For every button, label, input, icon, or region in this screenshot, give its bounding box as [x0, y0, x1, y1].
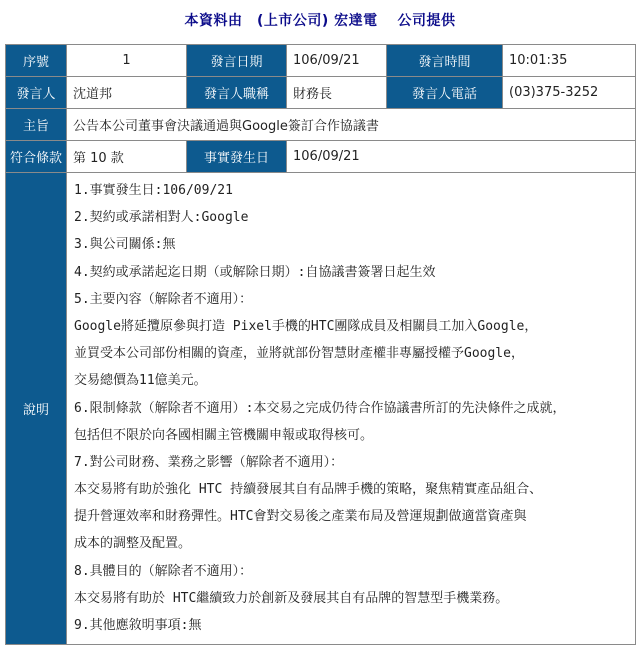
- row-speaker: [6, 77, 636, 109]
- time-value: 10:01:35: [503, 45, 636, 77]
- description-line: 9.其他應敘明事項:無: [74, 618, 202, 633]
- description-body: [67, 173, 636, 645]
- description-line: 5.主要內容（解除者不適用）：: [74, 291, 253, 307]
- speaker-phone-value: (03)375-3252: [503, 77, 636, 109]
- description-line: 並買受本公司部份相關的資產，並將就部份智慧財產權非專屬授權予Google，: [74, 346, 524, 362]
- description-line: Google將延攬原參與打造 Pixel手機的HTC團隊成員及相關員工加入Google，: [74, 318, 538, 334]
- speaker-label: 發言人: [6, 77, 67, 109]
- subject-label: 主旨: [6, 109, 67, 141]
- page-title: 本資料由 (上市公司) 宏達電 公司提供: [184, 13, 456, 29]
- description-line: 提升營運效率和財務彈性。HTC會對交易後之產業布局及營運規劃做適當資產與: [74, 509, 527, 525]
- speaker-phone-label: 發言人電話: [387, 77, 503, 109]
- event-date-label: 事實發生日: [187, 141, 287, 173]
- announcement-table: [5, 44, 636, 645]
- row-description: [6, 173, 636, 645]
- sequence-value: 1: [67, 45, 187, 77]
- description-line: 包括但不限於向各國相關主管機關申報或取得核可。: [74, 427, 374, 443]
- time-label: 發言時間: [387, 45, 503, 77]
- description-label: 說明: [6, 173, 67, 645]
- description-line: 3.與公司關係:無: [74, 237, 176, 253]
- row-sequence-date-time: [6, 45, 636, 77]
- description-line: 本交易將有助於強化 HTC 持續發展其自有品牌手機的策略，聚焦精實產品組合、: [74, 482, 543, 498]
- sequence-label: 序號: [6, 45, 67, 77]
- speaker-value: 沈道邦: [67, 77, 187, 109]
- description-line: 交易總價為11億美元。: [74, 373, 207, 389]
- event-date-value: 106/09/21: [287, 141, 636, 173]
- description-line: 7.對公司財務、業務之影響（解除者不適用）：: [74, 454, 344, 470]
- description-line: 6.限制條款（解除者不適用）:本交易之完成仍待合作協議書所訂的先決條件之成就，: [74, 400, 566, 416]
- description-line: 4.契約或承諾起迄日期（或解除日期）:自協議書簽署日起生效: [74, 264, 436, 280]
- description-line: 1.事實發生日:106/09/21: [74, 183, 233, 198]
- description-line: 2.契約或承諾相對人:Google: [74, 210, 249, 226]
- description-line: 成本的調整及配置。: [74, 536, 192, 552]
- description-line: 8.具體目的（解除者不適用）：: [74, 563, 253, 579]
- description-line: 本交易將有助於 HTC繼續致力於創新及發展其自有品牌的智慧型手機業務。: [74, 590, 509, 606]
- subject-value: 公告本公司董事會決議通過與Google簽訂合作協議書: [67, 109, 636, 141]
- row-subject: [6, 109, 636, 141]
- clause-label: 符合條款: [6, 141, 67, 173]
- clause-value: 第 10 款: [67, 141, 187, 173]
- date-label: 發言日期: [187, 45, 287, 77]
- speaker-title-label: 發言人職稱: [187, 77, 287, 109]
- row-clause: [6, 141, 636, 173]
- date-value: 106/09/21: [287, 45, 387, 77]
- speaker-title-value: 財務長: [287, 77, 387, 109]
